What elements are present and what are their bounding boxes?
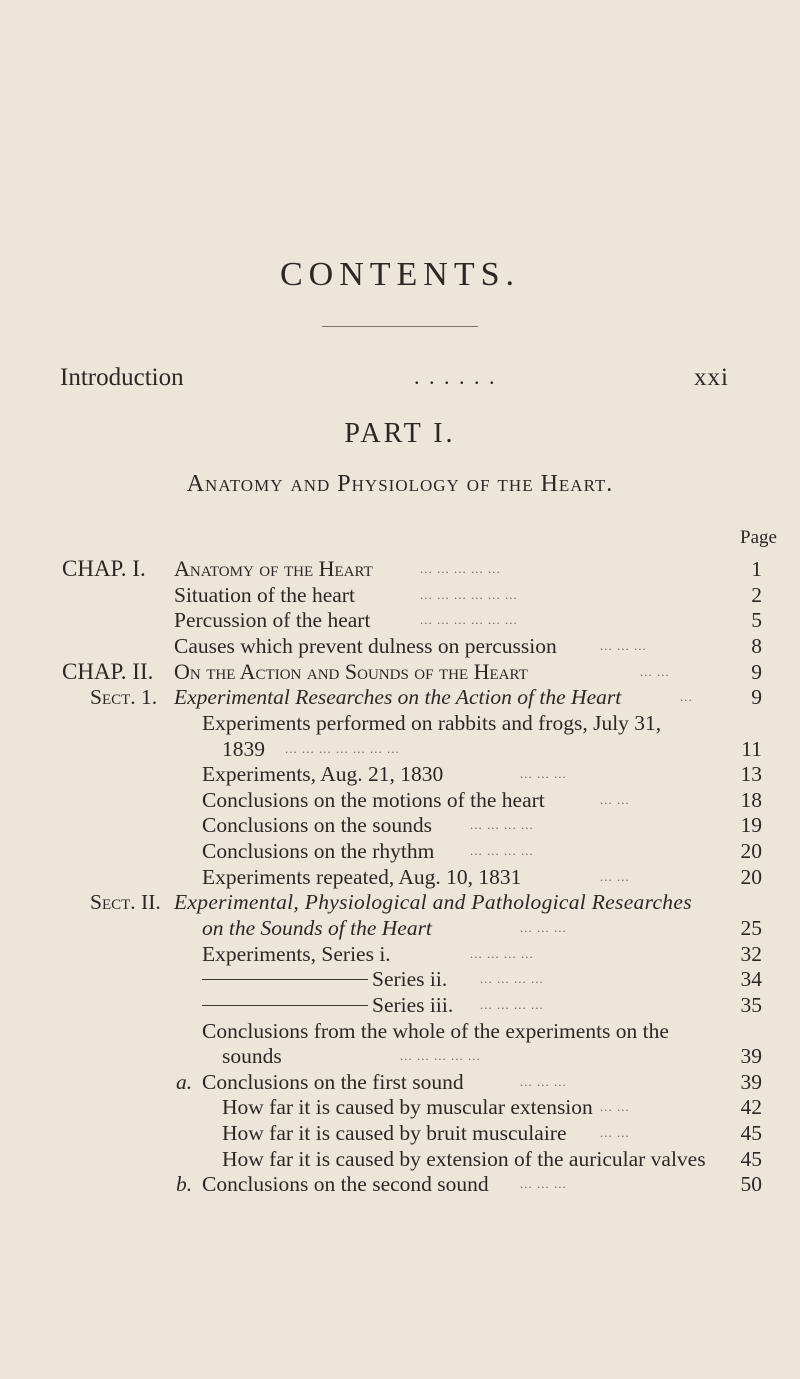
leader-dots: ... ... ... bbox=[520, 1074, 567, 1089]
entry-title: Conclusions on the sounds bbox=[202, 813, 432, 837]
leader-dots: ... ... ... ... ... bbox=[400, 1048, 481, 1063]
entry-title: 1839 bbox=[222, 737, 265, 761]
leader-dots: ... ... ... bbox=[520, 766, 567, 781]
toc-entry bbox=[0, 966, 800, 992]
page-number: 20 bbox=[740, 865, 762, 889]
leader-dots: ... ... ... ... ... ... bbox=[420, 587, 518, 602]
ditto-dash bbox=[202, 1005, 368, 1006]
page-number: 2 bbox=[751, 583, 762, 607]
chapter-label: CHAP. I. bbox=[62, 556, 146, 581]
leader-dots: ... ... ... ... bbox=[470, 843, 534, 858]
leader-dots: ... ... bbox=[600, 1099, 630, 1114]
title-rule bbox=[322, 326, 478, 327]
chapter-label: CHAP. II. bbox=[62, 659, 154, 684]
page-number: 5 bbox=[751, 608, 762, 632]
entry-title: Conclusions on the rhythm bbox=[202, 839, 435, 863]
part-subtitle: Anatomy and Physiology of the Heart. bbox=[186, 471, 614, 497]
entry-title: Experiments, Aug. 21, 1830 bbox=[202, 762, 444, 786]
leader-dots: ... ... bbox=[600, 792, 630, 807]
entry-title: Experiments repeated, Aug. 10, 1831 bbox=[202, 865, 522, 889]
subsection-label: a. bbox=[176, 1070, 193, 1094]
leader-dots: ... ... ... ... ... ... ... bbox=[285, 741, 400, 756]
toc-entry bbox=[0, 992, 800, 1018]
toc-entry bbox=[0, 684, 800, 710]
toc-entry bbox=[0, 710, 800, 736]
entry-title: Conclusions on the second sound bbox=[202, 1172, 489, 1196]
page-number: 39 bbox=[740, 1044, 762, 1068]
intro-label: Introduction bbox=[60, 364, 184, 391]
page-number: 19 bbox=[740, 813, 762, 837]
toc-entry bbox=[0, 1171, 800, 1197]
entry-title: How far it is caused by bruit musculaire bbox=[222, 1121, 567, 1145]
leader-dots: ... ... ... bbox=[600, 638, 647, 653]
entry-title: Experimental Researches on the Action of the Heart bbox=[174, 685, 622, 709]
page-number: 11 bbox=[741, 737, 762, 761]
toc-entry bbox=[0, 582, 800, 608]
entry-title: Causes which prevent dulness on percussion bbox=[174, 634, 557, 658]
toc-entry bbox=[0, 864, 800, 890]
leader-dots: ... ... ... ... ... bbox=[420, 561, 501, 576]
entry-title: Conclusions on the first sound bbox=[202, 1070, 464, 1094]
entry-title: sounds bbox=[222, 1044, 282, 1068]
leader-dots: ... ... bbox=[640, 664, 670, 679]
leader-dots: ... ... bbox=[600, 1125, 630, 1140]
leader-dots: ... bbox=[680, 689, 693, 704]
toc-entry bbox=[0, 1146, 800, 1172]
leader-dots: ... ... ... ... bbox=[480, 971, 544, 986]
page-column-header: Page bbox=[740, 527, 777, 548]
entry-title: Percussion of the heart bbox=[174, 608, 371, 632]
toc-entry bbox=[0, 812, 800, 838]
entry-title: Experiments, Series i. bbox=[202, 942, 391, 966]
entry-title: Series ii. bbox=[372, 967, 448, 991]
page-number: 9 bbox=[751, 660, 762, 684]
entry-title: How far it is caused by muscular extension bbox=[222, 1095, 593, 1119]
toc-entry bbox=[0, 1094, 800, 1120]
entry-title: Series iii. bbox=[372, 993, 454, 1017]
toc-entry bbox=[0, 633, 800, 659]
toc-entry bbox=[0, 1069, 800, 1095]
page-number: 25 bbox=[740, 916, 762, 940]
toc-entry bbox=[0, 915, 800, 941]
entry-title: Situation of the heart bbox=[174, 583, 355, 607]
leader-dots: ... ... ... ... bbox=[470, 946, 534, 961]
entry-title: on the Sounds of the Heart bbox=[202, 916, 432, 940]
page-number: 9 bbox=[751, 685, 762, 709]
page-number: 42 bbox=[740, 1095, 762, 1119]
toc-entry bbox=[0, 659, 800, 685]
intro-leader-dots: . . . . . . bbox=[414, 364, 497, 389]
page-title: CONTENTS. bbox=[279, 256, 521, 293]
leader-dots: ... ... ... bbox=[520, 1176, 567, 1191]
toc-entry bbox=[0, 787, 800, 813]
toc-entry bbox=[0, 607, 800, 633]
part-heading: PART I. bbox=[344, 418, 456, 449]
toc-entry bbox=[0, 889, 800, 915]
intro-page-number: xxi bbox=[694, 364, 729, 391]
entry-title: How far it is caused by extension of the auricular valves bbox=[222, 1147, 706, 1171]
page-number: 35 bbox=[740, 993, 762, 1017]
page-number: 45 bbox=[740, 1121, 762, 1145]
page-number: 18 bbox=[740, 788, 762, 812]
ditto-dash bbox=[202, 979, 368, 980]
leader-dots: ... ... ... bbox=[520, 920, 567, 935]
toc-entry bbox=[0, 761, 800, 787]
toc-entry bbox=[0, 736, 800, 762]
leader-dots: ... ... ... ... bbox=[480, 997, 544, 1012]
page-number: 32 bbox=[740, 942, 762, 966]
page-number: 8 bbox=[751, 634, 762, 658]
entry-title: Experimental, Physiological and Pathological Researches bbox=[174, 890, 692, 914]
section-label: Sect. II. bbox=[90, 890, 161, 914]
page-number: 50 bbox=[740, 1172, 762, 1196]
page-number: 39 bbox=[740, 1070, 762, 1094]
entry-title: On the Action and Sounds of the Heart bbox=[174, 659, 528, 684]
toc-entry bbox=[0, 1018, 800, 1044]
toc-entry bbox=[0, 556, 800, 582]
page-number: 45 bbox=[740, 1147, 762, 1171]
entry-title: Experiments performed on rabbits and frogs, July 31, bbox=[202, 711, 662, 735]
toc-entry bbox=[0, 941, 800, 967]
leader-dots: ... ... ... ... ... ... bbox=[420, 612, 518, 627]
page-number: 20 bbox=[740, 839, 762, 863]
entry-title: Conclusions on the motions of the heart bbox=[202, 788, 545, 812]
leader-dots: ... ... bbox=[600, 869, 630, 884]
toc-entry bbox=[0, 1043, 800, 1069]
toc-entry bbox=[0, 1120, 800, 1146]
leader-dots: ... ... ... ... bbox=[470, 817, 534, 832]
entry-title: Conclusions from the whole of the experiments on the bbox=[202, 1019, 669, 1043]
section-label: Sect. 1. bbox=[90, 685, 158, 709]
toc-entry bbox=[0, 838, 800, 864]
page-number: 13 bbox=[740, 762, 762, 786]
page-number: 1 bbox=[751, 557, 762, 581]
page-number: 34 bbox=[740, 967, 762, 991]
subsection-label: b. bbox=[176, 1172, 193, 1196]
entry-title: Anatomy of the Heart bbox=[174, 556, 373, 581]
